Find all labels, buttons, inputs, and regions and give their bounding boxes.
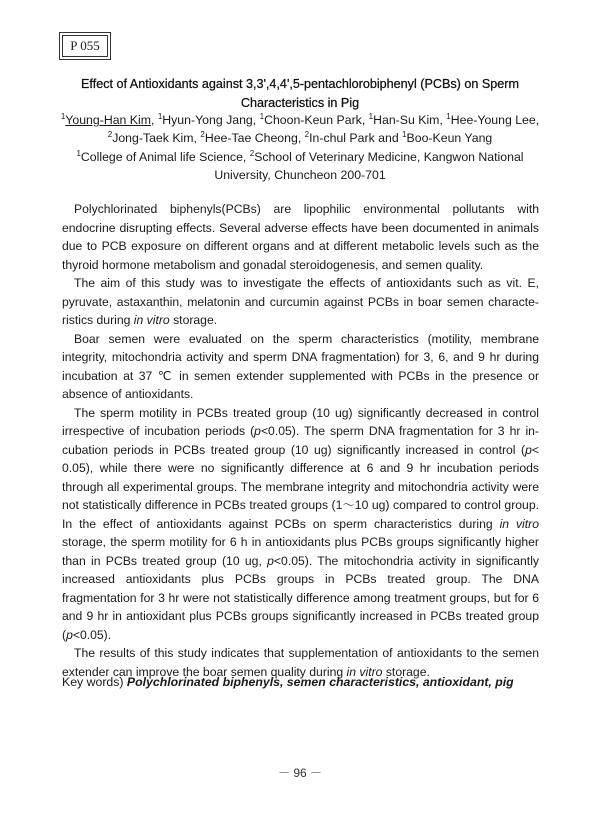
- author-affil-mark: 1: [368, 111, 374, 121]
- author: [446, 113, 535, 127]
- presentation-code: P 055: [62, 35, 108, 57]
- author-separator: ,: [150, 113, 158, 127]
- text-run: The results of this study indicates that supplementation of antioxidants to the semen extender can improve the boar semen quality during: [62, 646, 539, 679]
- italic-term: in vitro: [499, 516, 539, 531]
- text-run: The sperm motility in PCBs treated group (10 ug) significantly decreased in control irrespective of incubation periods (: [62, 405, 539, 438]
- text-run: storage, the sperm motility for 6 h in antioxidants plus PCBs groups significantly higher than in PCBs treated group (10 ug,: [62, 535, 539, 568]
- page-number: － 96 －: [277, 766, 323, 780]
- author-separator: ,: [297, 131, 305, 146]
- author-affil-mark: 1: [259, 111, 265, 121]
- author-affil-mark: 1: [402, 130, 407, 140]
- abstract-paragraph: [62, 200, 539, 274]
- keywords-line: [62, 673, 539, 691]
- title-line-1: Effect of Antioxidants against 3,3',4,4',5-pentachlorobiphenyl (PCBs) on Sperm: [81, 77, 519, 91]
- affiliation-mark: 2: [249, 148, 255, 158]
- italic-term: in vitro: [133, 313, 170, 327]
- author-name: Hee-Tae Cheong: [204, 131, 298, 146]
- italic-term: p: [267, 553, 274, 568]
- paper-title: [62, 75, 538, 113]
- title-line-2: Characteristics in Pig: [240, 96, 360, 110]
- author-affil-mark: 2: [107, 130, 113, 140]
- text-run: <0.05).: [72, 627, 112, 642]
- author-affil-mark: 2: [304, 130, 310, 140]
- author: [158, 113, 253, 127]
- affiliation-text: School of Veterinary Medicine, Kangwon National University, Chuncheon 200-701: [214, 150, 524, 183]
- author: [108, 131, 194, 145]
- abstract-body: [62, 200, 539, 681]
- text-run: storage.: [169, 313, 218, 327]
- text-run: < 0.05), while there were no significantly difference at 6 and 9 hr incubation periods through all experimental groups. The membrane integrity and mitochondria activity were not statistically difference in PCBs treated groups (1～10 ug) compared to control group. In the effect of antioxidants against PCBs on sperm characteristics during: [62, 442, 539, 531]
- author-name: Young-Han Kim: [65, 113, 151, 127]
- author: [305, 131, 375, 145]
- affiliation-mark: 1: [76, 148, 81, 158]
- author-affil-mark: 2: [200, 130, 205, 140]
- author-affil-mark: 1: [60, 111, 66, 121]
- author: [369, 113, 440, 127]
- italic-term: p: [525, 442, 532, 457]
- author-list: [60, 111, 540, 148]
- author-name: Han-Su Kim: [373, 113, 440, 127]
- text-run: Polychlorinated biphenyls(PCBs) are lipophilic environmental pollutants with endocrine disrupting effects. Several adverse effects have been documented in animals due to PCB exposure on different organs and at different metabolic levels such as the thyroid hormone metabolism and gonadal steroidogenesis, and semen quality.: [62, 202, 539, 272]
- author-name: Hee-Young Lee: [450, 113, 536, 127]
- author-separator: ,: [439, 113, 447, 127]
- text-run: <0.05). The sperm DNA fragmentation for 3 hr in-cubation periods in PCBs treated group (10 ug) significantly increased in control (: [62, 424, 539, 457]
- author: [61, 113, 151, 127]
- author-name: Boo-Keun Yang: [406, 131, 493, 146]
- author-affil-mark: 1: [157, 111, 163, 121]
- author-separator: ,: [252, 113, 260, 127]
- author-name: Choon-Keun Park: [264, 113, 362, 127]
- text-run: The aim of this study was to investigate the effects of antioxidants such as vit. E, pyruvate, astaxanthin, melatonin and curcumin against PCBs in boar semen characte-ristics during: [62, 276, 539, 327]
- author: [260, 113, 362, 127]
- text-run: <0.05). The mitochondria activity in significantly increased antioxidants plus PCBs groups in PCBs treated group. The DNA fragmentation for 3 hr were not statistically difference among treatment groups, but for 6 and 9 hr in antioxidant plus PCBs groups significantly increased in PCBs treated group (: [62, 553, 539, 642]
- abstract-paragraph: [62, 274, 539, 330]
- author: [200, 131, 297, 145]
- author-separator: ,: [361, 113, 369, 127]
- author-name: Jong-Taek Kim: [112, 131, 194, 146]
- affiliations: [60, 148, 540, 185]
- author-affil-mark: 1: [446, 111, 451, 121]
- italic-term: p: [254, 424, 261, 438]
- author-separator: ,: [193, 131, 201, 146]
- author-separator: ,: [535, 113, 540, 127]
- italic-term: p: [66, 627, 73, 642]
- author: [402, 131, 492, 145]
- text-run: Boar semen were evaluated on the sperm characteristics (motility, membrane integrity, mitochondria activity and sperm DNA fragmentation) for 3, 6, and 9 hr during incubation at 37 ℃ in semen extender supplemented with PCBs in the presence or absence of antioxidants.: [62, 331, 539, 401]
- abstract-paragraph: [62, 404, 539, 645]
- text-run: storage.: [382, 664, 430, 679]
- abstract-paragraph: [62, 330, 539, 404]
- author-name: Hyun-Yong Jang: [162, 113, 253, 127]
- keywords-label: Key words): [62, 675, 127, 689]
- author-separator: and: [374, 131, 403, 146]
- keywords-values: Polychlorinated biphenyls, semen characteristics, antioxidant, pig: [126, 675, 514, 689]
- italic-term: in vitro: [346, 664, 383, 679]
- affiliation-text: College of Animal life Science,: [80, 150, 250, 164]
- author-name: In-chul Park: [309, 131, 375, 146]
